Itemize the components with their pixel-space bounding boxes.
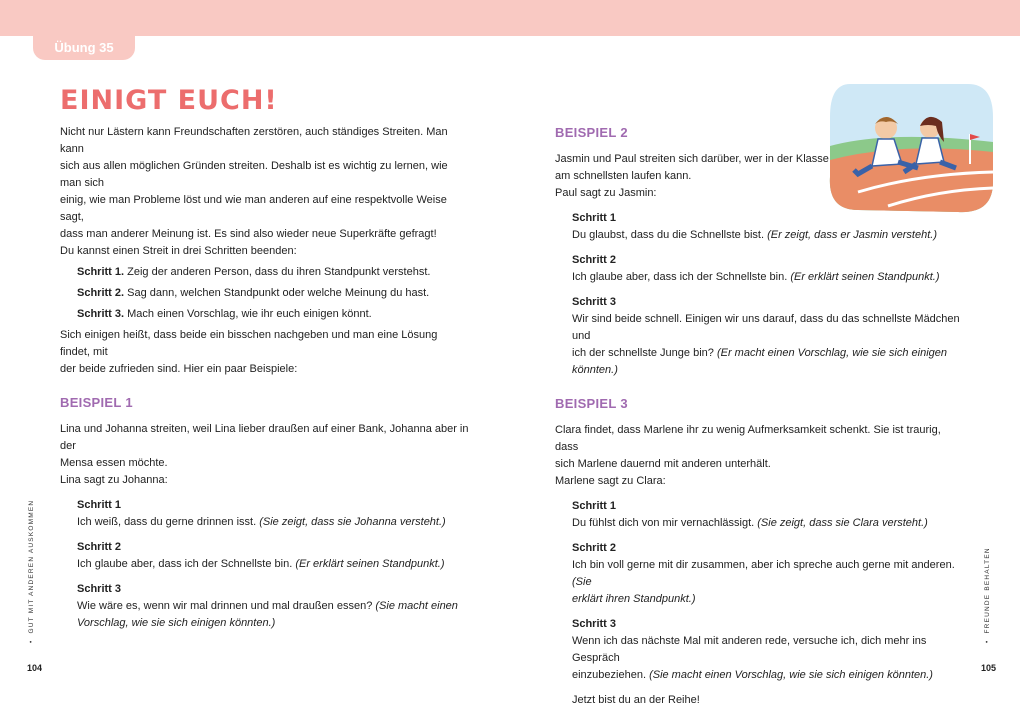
left-column — [60, 124, 470, 632]
step-text: Ich glaube aber, dass ich der Schnellste bin. — [572, 271, 791, 283]
example-intro: Paul sagt zu Jasmin: — [555, 187, 657, 199]
step-text-cont: einzubeziehen. — [572, 669, 650, 681]
step-text: Sag dann, welchen Standpunkt oder welche Meinung du hast. — [124, 287, 430, 299]
step-text: Mach einen Vorschlag, wie ihr euch einigen könnt. — [124, 308, 372, 320]
step-label: Schritt 1 — [572, 212, 617, 224]
page-title: EINIGT EUCH! — [60, 85, 278, 116]
step-text: Ich weiß, dass du gerne drinnen isst. — [77, 516, 260, 528]
step-label: Schritt 2. — [77, 287, 125, 299]
step-note: (Er macht einen Vorschlag, wie sie sich einigen könnten.) — [572, 347, 948, 376]
example-heading: BEISPIEL 3 — [555, 396, 628, 411]
example-intro: Jasmin und Paul streiten sich darüber, wer in der Klasse — [555, 153, 829, 165]
summary-line: der beide zufrieden sind. Hier ein paar Beispiele: — [60, 363, 298, 375]
example-step — [555, 252, 965, 286]
step-text-cont: ich der schnellste Junge bin? — [572, 347, 717, 359]
step-label: Schritt 2 — [77, 541, 122, 553]
intro-line: Du kannst einen Streit in drei Schritten beenden: — [60, 245, 297, 257]
step-text-line — [572, 515, 965, 532]
example-heading: BEISPIEL 2 — [555, 125, 628, 140]
step-text-line — [77, 556, 470, 573]
step-text-line — [572, 227, 965, 244]
step-note: (Sie macht einen — [375, 600, 458, 612]
step-text: Wir sind beide schnell. Einigen wir uns darauf, dass du das schnellste Mädchen und — [572, 313, 960, 342]
step-text: Wenn ich das nächste Mal mit anderen rede, versuche ich, dich mehr ins Gespräch — [572, 635, 927, 664]
step-note-cont: Vorschlag, wie sie sich einigen könnten.) — [77, 617, 276, 629]
step-note: (Er erklärt seinen Standpunkt.) — [295, 558, 445, 570]
step-text-line — [572, 667, 965, 684]
step-text-line — [77, 598, 470, 615]
step-label: Schritt 3 — [572, 618, 617, 630]
side-label-text: GUT MIT ANDEREN AUSKOMMEN — [28, 499, 35, 634]
step-note: (Er zeigt, dass er Jasmin versteht.) — [767, 229, 938, 241]
step-note: (Sie macht einen Vorschlag, wie sie sich einigen könnten.) — [649, 669, 933, 681]
example-step — [555, 498, 965, 532]
example-step — [555, 616, 965, 684]
right-side-label: • FREUNDE BEHALTEN — [984, 547, 991, 643]
step-note: (Sie zeigt, dass sie Johanna versteht.) — [259, 516, 446, 528]
intro-line: einig, wie man Probleme löst und wie man anderen auf eine respektvolle Weise sagt, — [60, 194, 447, 223]
example-step — [60, 539, 470, 573]
example-heading: BEISPIEL 1 — [60, 395, 133, 410]
top-band — [0, 0, 1020, 36]
step-text: Ich bin voll gerne mit dir zusammen, aber ich spreche auch gerne mit anderen. — [572, 559, 955, 571]
page-number-right: 105 — [981, 663, 997, 673]
summary-line: Sich einigen heißt, dass beide ein bisschen nachgeben und man eine Lösung findet, mit — [60, 329, 438, 358]
closing-line: Jetzt bist du an der Reihe! — [572, 694, 700, 706]
example-intro: Lina sagt zu Johanna: — [60, 474, 168, 486]
step-note: (Sie zeigt, dass sie Clara versteht.) — [757, 517, 928, 529]
page-number-left: 104 — [27, 663, 43, 673]
example-step — [60, 497, 470, 531]
example-intro: am schnellsten laufen kann. — [555, 170, 692, 182]
example-intro: Mensa essen möchte. — [60, 457, 168, 469]
step-line — [60, 285, 470, 302]
step-text: Zeig der anderen Person, dass du ihren Standpunkt verstehst. — [124, 266, 431, 278]
intro-line: sich aus allen möglichen Gründen streiten. Deshalb ist es wichtig zu lernen, wie man sich — [60, 160, 448, 189]
exercise-tab: Übung 35 — [33, 34, 135, 60]
step-label: Schritt 1 — [77, 499, 122, 511]
step-text: Du fühlst dich von mir vernachlässigt. — [572, 517, 758, 529]
left-side-label: • GUT MIT ANDEREN AUSKOMMEN — [28, 499, 35, 643]
example-intro: Lina und Johanna streiten, weil Lina lieber draußen auf einer Bank, Johanna aber in der — [60, 423, 469, 452]
step-text: Ich glaube aber, dass ich der Schnellste bin. — [77, 558, 296, 570]
example-intro: Marlene sagt zu Clara: — [555, 475, 666, 487]
step-text: Du glaubst, dass du die Schnellste bist. — [572, 229, 768, 241]
example-intro: sich Marlene dauernd mit anderen unterhält. — [555, 458, 771, 470]
example-step — [555, 540, 965, 608]
step-text-line — [77, 514, 470, 531]
example-intro: Clara findet, dass Marlene ihr zu wenig Aufmerksamkeit schenkt. Sie ist traurig, dass — [555, 424, 941, 453]
step-label: Schritt 3. — [77, 308, 125, 320]
step-note-cont: erklärt ihren Standpunkt.) — [572, 593, 696, 605]
step-text-line — [572, 269, 965, 286]
step-line — [60, 264, 470, 281]
intro-line: dass man anderer Meinung ist. Es sind also wieder neue Superkräfte gefragt! — [60, 228, 437, 240]
step-label: Schritt 2 — [572, 542, 617, 554]
step-line — [60, 306, 470, 323]
step-note: (Er erklärt seinen Standpunkt.) — [790, 271, 940, 283]
intro-line: Nicht nur Lästern kann Freundschaften zerstören, auch ständiges Streiten. Man kann — [60, 126, 448, 155]
right-column — [555, 124, 965, 709]
step-label: Schritt 3 — [77, 583, 122, 595]
step-label: Schritt 3 — [572, 296, 617, 308]
example-step — [555, 294, 965, 379]
step-label: Schritt 1. — [77, 266, 125, 278]
step-label: Schritt 2 — [572, 254, 617, 266]
step-text-line — [572, 345, 965, 379]
example-step — [555, 210, 965, 244]
step-text-line — [572, 557, 965, 591]
step-text: Wie wäre es, wenn wir mal drinnen und mal draußen essen? — [77, 600, 376, 612]
step-note: (Sie — [572, 576, 592, 588]
side-label-text: FREUNDE BEHALTEN — [984, 547, 991, 634]
example-step — [60, 581, 470, 632]
step-label: Schritt 1 — [572, 500, 617, 512]
